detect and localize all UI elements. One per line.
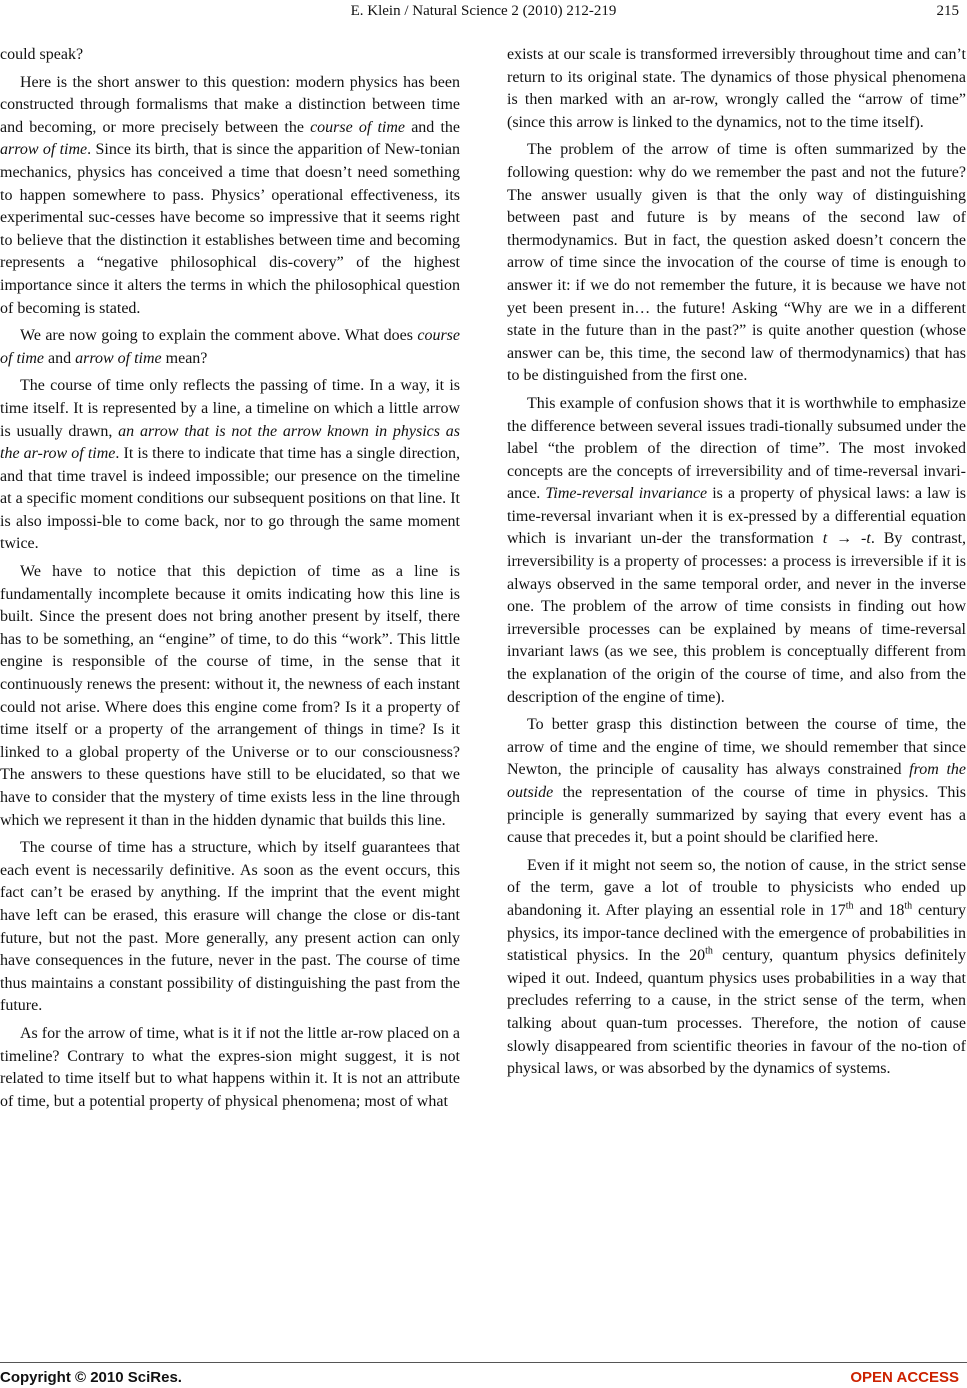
paragraph: could speak? [0, 46, 84, 63]
paragraph: To better grasp this distinction between the course of time, the arrow of time and the engine of time, we should remember that since Newton, the principle of causality has always constrained from the outside the representation of the course of time in physics. This principle is generally summarized by saying that every event has a cause that precedes it, but a point should be clarified here. [507, 716, 966, 847]
page-number: 215 [936, 3, 959, 19]
paragraph: We are now going to explain the comment above. What does course of time and arrow of time mean? [0, 327, 460, 367]
emphasis: from the outside [507, 761, 966, 801]
running-title: E. Klein / Natural Science 2 (2010) 212-219 [350, 3, 617, 19]
paragraph: The course of time only reflects the passing of time. In a way, it is time itself. It is represented by a line, a timeline on which a little arrow is usually drawn, an arrow that is not the arrow known in physics as the ar-row of time. It is there to indicate that time has a single direction, and that time travel is indeed impossible; our presence on the timeline at a specific moment conditions our subsequent positions on that line. It is also impossi-ble to come back, nor to go through the same moment twice. [0, 377, 461, 553]
paragraph: We have to notice that this depiction of time as a line is fundamentally incomplete because it omits indicating how this line is built. Since the present does not bring another present by itself, there has to be something, an “engine” of time, to do this “work”. This little engine is responsible of the course of time, in the sense that it continuously renews the present: without it, the newness of each instant could not arise. Where does this engine come from? Is it a property of time itself or a property of the arrangement of things in time? Is it linked to a global property of the Universe or to our consciousness? The answers to these questions have still to be elucidated, so that we have to consider that the mystery of time exists less in the line through which we represent it than in the hidden dynamic that builds this line. [0, 563, 460, 829]
copyright-notice: Copyright © 2010 SciRes. [0, 1369, 182, 1386]
paragraph: exists at our scale is transformed irreversibly throughout time and can’t return to its original state. The dynamics of those physical phenomena is then marked with an ar-row, wrongly called the “arrow of time” (since this arrow is linked to the dynamics, not to the time itself). [507, 46, 966, 131]
right-column [507, 44, 966, 1081]
superscript: th [845, 900, 854, 912]
emphasis: arrow of time [75, 349, 162, 367]
left-column [0, 44, 460, 1113]
superscript: th [904, 900, 913, 912]
emphasis: course of time [310, 118, 406, 136]
emphasis: arrow of time [0, 141, 88, 159]
paragraph: Here is the short answer to this question: modern physics has been constructed through formalisms that make a distinction between time and becoming, or more precisely between the course of time and the arrow of time. Since its birth, that is since the apparition of New-tonian mechanics, physics has conceived a time that doesn’t need something to happen somewhere to pass. Physics’ operational effectiveness, its experimental suc-cesses have become so impressive that it seems right to believe that the distinction it establishes between time and becoming represents a “negative philosophical dis-covery” of the highest importance since it alters the terms in which the philosophical question of becoming is stated. [0, 73, 461, 317]
page-header [0, 0, 967, 22]
emphasis: Time-reversal invariance [545, 485, 708, 503]
paragraph: This example of confusion shows that it is worthwhile to emphasize the difference between several issues tradi-tionally subsumed under the label “the problem of the direction of time”. The most invoked concepts are the concepts of irreversibility and of time-reversal invari-ance. Time-reversal invariance is a property of physical laws: a law is time-reversal invariant when it is ex-pressed by a differential equation which is invariant un-der the transformation t → -t. By contrast, irreversibility is a property of processes: a process is irreversible if it is always observed in the same temporal order, and never in the inverse one. The problem of the arrow of time consists in finding out how irreversible processes can be explained by means of time-reversal invariant laws (as we see, this problem is conceptually different from the explanation of the origin of the course of time, and also from the description of the engine of time). [507, 394, 967, 706]
emphasis: t → -t [822, 530, 871, 548]
open-access-label: OPEN ACCESS [850, 1369, 959, 1386]
emphasis: an arrow that is not the arrow known in physics as the ar-row of time [0, 422, 460, 463]
footer-divider [0, 1362, 967, 1363]
superscript: th [705, 945, 713, 957]
paragraph: Even if it might not seem so, the notion of cause, in the strict sense of the term, gave a lot of trouble to physicists who ended up abandoning it. After playing an essential role in 17th and 18th century physics, its impor-tance declined with the emergence of probabilities in statistical physics. In the 20th century, quantum physics definitely wiped it out. Indeed, quantum physics uses probabilities in a way that precludes referring to a cause, in the strict sense of the term, when talking about quan-tum processes. Therefore, the notion of cause slowly disappeared from scientific theories in favour of the no-tion of physical laws, or was absorbed by the dynamics of systems. [507, 856, 967, 1078]
paragraph: The problem of the arrow of time is often summarized by the following question: why do we remember the past and not the future? The answer usually given is that the only way of distinguishing between past and future is by means of the second law of thermodynamics. But in fact, the question asked doesn’t concern the arrow of time since the invocation of the course of time is enough to answer it: if we do not remember the future, it is because we have not yet been present in… the future! Asking “Why are we in a different state in the future than in the past?” is quite another question (whose answer can be, this time, the second law of thermodynamics) that has to be distinguished from the first one. [507, 141, 966, 385]
emphasis: course of time [0, 327, 460, 367]
paragraph: The course of time has a structure, which by itself guarantees that each event is necessarily definitive. As soon as the event occurs, this fact can’t be erased by anything. If the imprint that the event might have left can be erased, this erasure will change the close or dis-tant future, but not the past. More generally, any present action can only have consequences in the future, never in the past. The course of time thus maintains a constant possibility of distinguishing the past from the future. [0, 839, 460, 1015]
paragraph: As for the arrow of time, what is it if not the little ar-row placed on a timeline? Contrary to what the expres-sion might suggest, it is not related to time itself but to what happens within it. It is not an attribute of time, but a potential property of physical phenomena; most of what [0, 1024, 460, 1110]
